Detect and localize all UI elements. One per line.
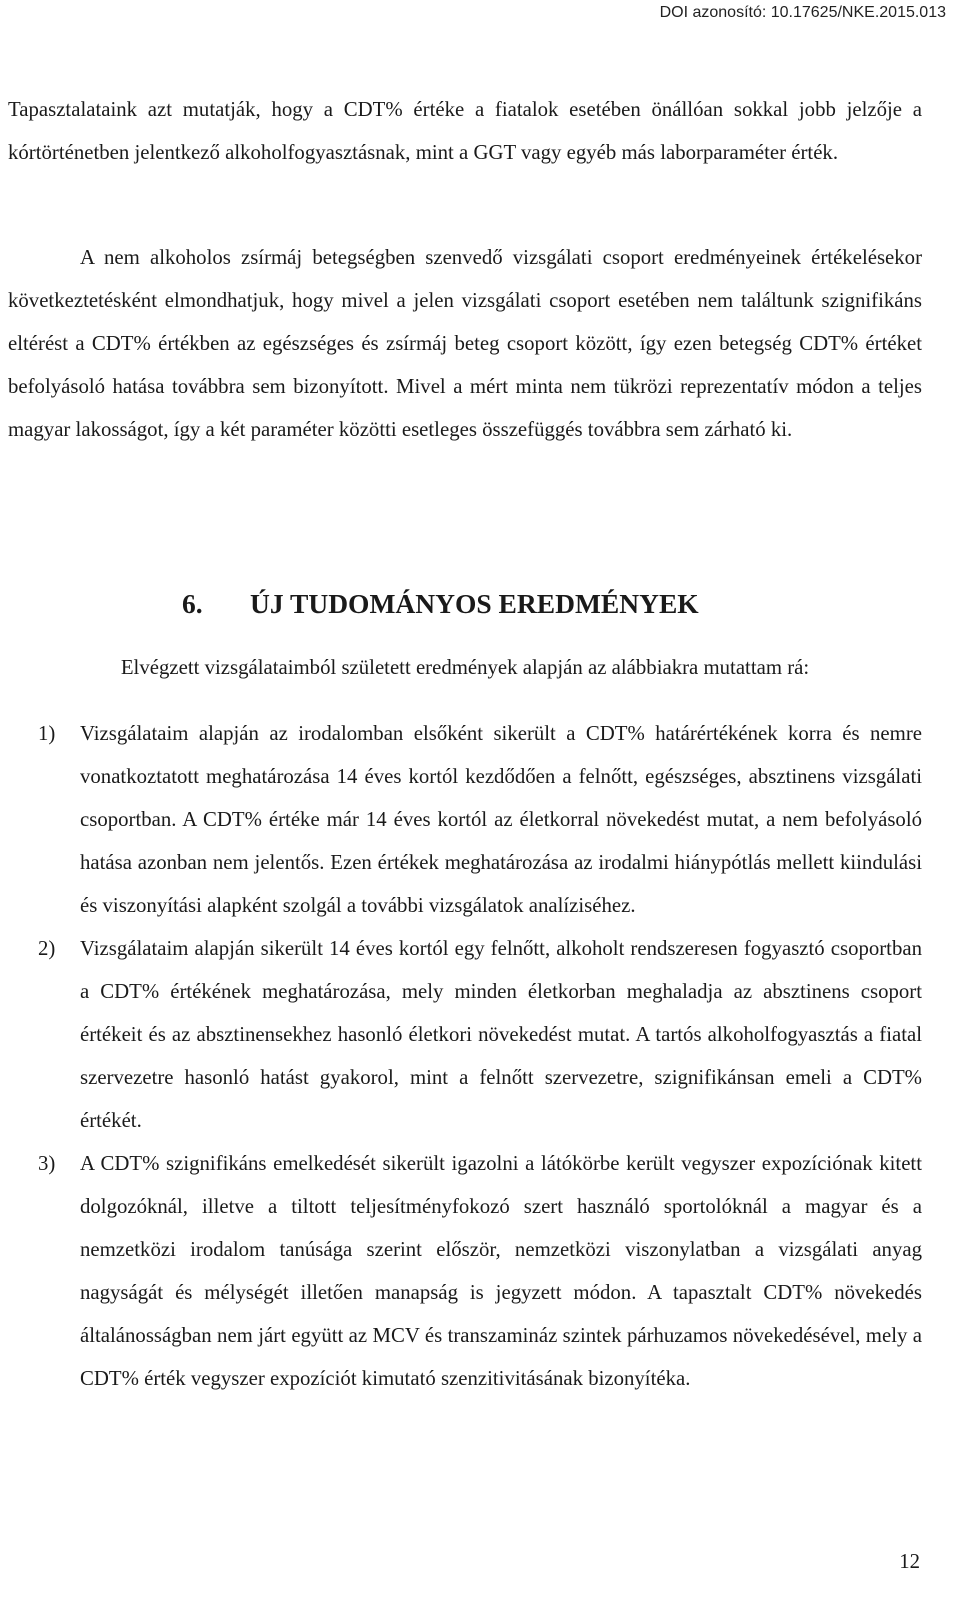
page-number: 12 xyxy=(899,1550,920,1573)
list-item-marker: 1) xyxy=(38,722,56,745)
list-item xyxy=(0,927,922,1142)
list-item-text: Vizsgálataim alapján az irodalomban elsőként sikerült a CDT% határértékének korra és nemre vonatkoztatott meghatározása 14 éves kortól kezdődően a felnőtt, egészséges, absztinens vizsgálati csoportban. A CDT% értéke már 14 éves kortól az életkorral növekedést mutat, a nem befolyásoló hatása azonban nem jelentős. Ezen értékek meghatározása az irodalmi hiánypótlás mellett kiindulási és viszonyítási alapként szolgál a további vizsgálatok analíziséhez. xyxy=(80,722,922,917)
paragraph-findings: Tapasztalataink azt mutatják, hogy a CDT% értéke a fiatalok esetében önállóan sokkal jobb jelzője a kórtörténetben jelentkező alkoholfogyasztásnak, mint a GGT vagy egyéb más laborparaméter érték. xyxy=(8,98,922,164)
section-number: 6. xyxy=(182,588,203,619)
list-item-marker: 3) xyxy=(38,1152,56,1175)
section-title: ÚJ TUDOMÁNYOS EREDMÉNYEK xyxy=(250,588,699,619)
section-heading xyxy=(182,586,699,622)
list-item xyxy=(0,712,922,927)
list-item xyxy=(0,1142,922,1400)
doi-header: DOI azonosító: 10.17625/NKE.2015.013 xyxy=(659,4,946,21)
list-item-text: A CDT% szignifikáns emelkedését sikerült igazolni a látókörbe került vegyszer expozíciónak kitett dolgozóknál, illetve a tiltott teljesítményfokozó szert használó sportolóknál a magyar és a nemzetközi irodalom tanúsága szerint először, nemzetközi viszonylatban a vizsgálati anyag nagyságát és mélységét illetően manapság is jegyzett módon. A tapasztalt CDT% növekedés általánosságban nem járt együtt az MCV és transzamináz szintek párhuzamos növekedésével, mely a CDT% érték vegyszer expozíciót kimutató szenzitivitásának bizonyítéka. xyxy=(80,1152,922,1390)
results-list xyxy=(0,712,922,1400)
section-intro: Elvégzett vizsgálataimból született eredmények alapján az alábbiakra mutattam rá: xyxy=(120,656,810,679)
list-item-text: Vizsgálataim alapján sikerült 14 éves kortól egy felnőtt, alkoholt rendszeresen fogyasztó csoportban a CDT% értékének meghatározása, mely minden életkorban meghaladja az absztinens csoport értékeit és az absztinensekhez hasonló életkori növekedést mutat. A tartós alkoholfogyasztás a fiatal szervezetre hasonló hatást gyakorol, mint a felnőtt szervezetre, szignifikánsan emeli a CDT% értékét. xyxy=(80,937,922,1132)
paragraph-fatty-liver: A nem alkoholos zsírmáj betegségben szenvedő vizsgálati csoport eredményeinek értékelésekor következtetésként elmondhatjuk, hogy mivel a jelen vizsgálati csoport esetében nem találtunk szignifikáns eltérést a CDT% értékben az egészséges és zsírmáj beteg csoport között, így ezen betegség CDT% értéket befolyásoló hatása továbbra sem bizonyított. Mivel a mért minta nem tükrözi reprezentatív módon a teljes magyar lakosságot, így a két paraméter közötti esetleges összefüggés továbbra sem zárható ki. xyxy=(8,246,922,441)
list-item-marker: 2) xyxy=(38,937,56,960)
